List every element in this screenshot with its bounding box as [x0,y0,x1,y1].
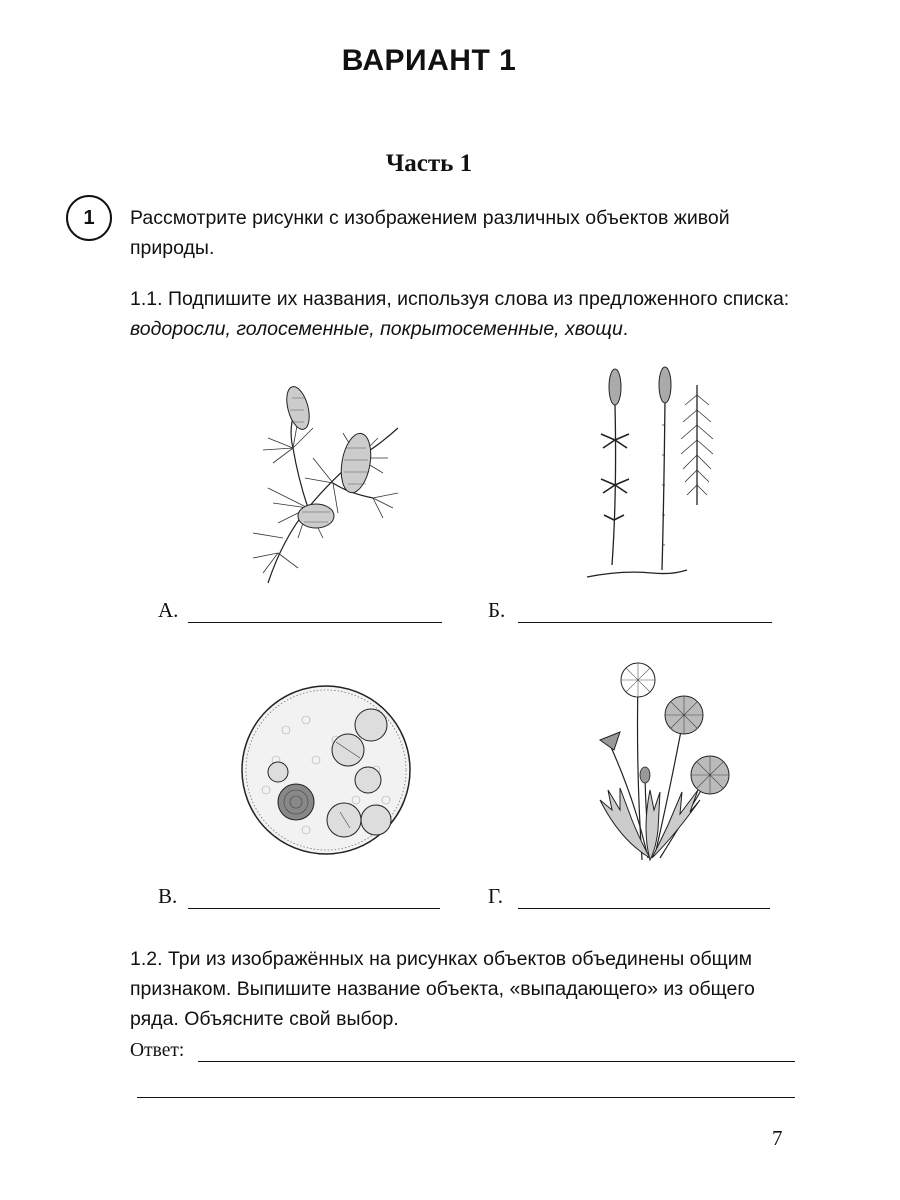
dandelion-icon [580,660,730,870]
task-1-2-text: 1.2. Три из изображённых на рисунках объектов объединены общим признаком. Выпишите название объекта, «выпадающего» из общего ряда. Объясните свой выбор. [130,948,755,1030]
caption-a [158,598,442,623]
answer-line-v[interactable] [188,888,440,909]
task-number: 1 [83,206,95,229]
page-number: 7 [772,1126,783,1150]
task-1-1-instruction: 1.1. Подпишите их названия, используя слова из предложенного списка: [130,288,790,310]
pine-branch-icon [238,368,408,588]
volvox-alga-icon [236,680,416,860]
figure-b [582,365,722,585]
answer-line-a[interactable] [188,602,442,623]
answer-line-1[interactable] [198,1041,795,1062]
figure-a [238,368,408,588]
task-1-1-period: . [622,318,629,340]
part-title: Часть 1 [385,150,473,177]
task-number-badge [66,195,112,241]
caption-a-letter: А. [158,598,179,622]
horsetail-icon [582,365,722,585]
answer-label: Ответ: [130,1040,185,1061]
caption-v [158,884,440,909]
answer-row [130,1040,795,1062]
caption-g [488,884,770,909]
caption-b [488,598,772,623]
answer-line-b[interactable] [518,602,772,623]
figure-g [580,660,730,870]
caption-g-letter: Г. [488,884,504,908]
caption-b-letter: Б. [488,598,506,622]
variant-title: ВАРИАНТ 1 [341,44,517,77]
figure-v [236,680,416,860]
task-1-1-word-list: водоросли, голосеменные, покрытосеменные, хвощи [130,318,623,340]
answer-line-g[interactable] [518,888,770,909]
caption-v-letter: В. [158,884,178,908]
task-intro-text: Рассмотрите рисунки с изображением различных объектов живой природы. [130,207,730,259]
answer-line-2[interactable] [137,1097,795,1098]
task-1-1-text [130,284,810,344]
